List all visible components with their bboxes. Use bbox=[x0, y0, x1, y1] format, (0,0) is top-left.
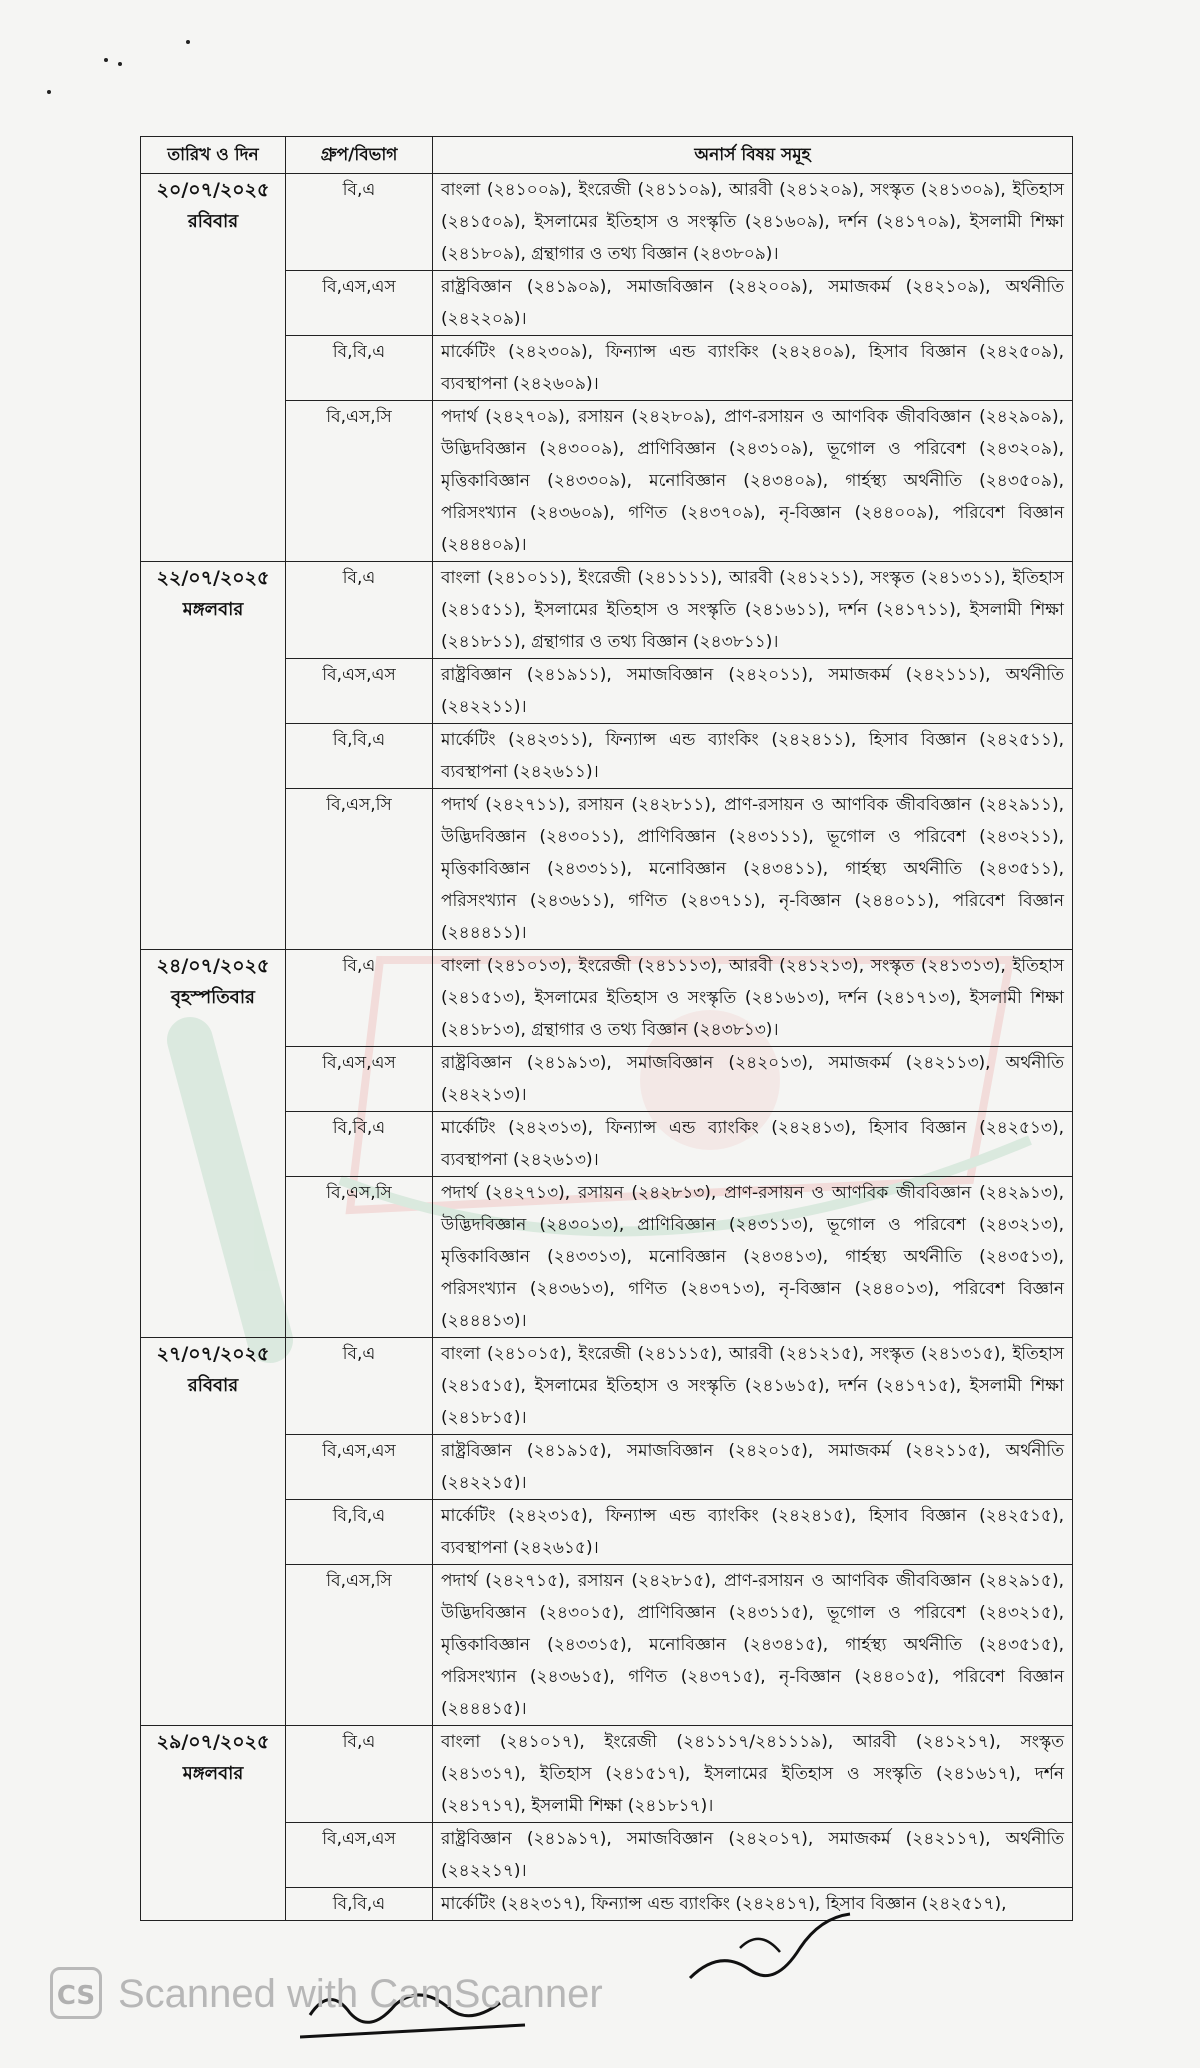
table-row bbox=[141, 174, 1073, 271]
header-date-day: তারিখ ও দিন bbox=[141, 137, 286, 174]
subjects-cell: বাংলা (২৪১০১৭), ইংরেজী (২৪১১১৭/২৪১১১৯), আরবী (২৪১২১৭), সংস্কৃত (২৪১৩১৭), ইতিহাস (২৪১৫১৭), ইসলামের ইতিহাস ও সংস্কৃতি (২৪১৬১৭), দর্শন (২৪১৭১৭), ইসলামী শিক্ষা (২৪১৮১৭)। bbox=[433, 1726, 1073, 1823]
exam-date: ২৯/০৭/২০২৫ bbox=[156, 1731, 270, 1753]
exam-date: ২২/০৭/২০২৫ bbox=[156, 567, 270, 589]
subjects-cell: রাষ্ট্রবিজ্ঞান (২৪১৯১৩), সমাজবিজ্ঞান (২৪২০১৩), সমাজকর্ম (২৪২১১৩), অর্থনীতি (২৪২২১৩)। bbox=[433, 1047, 1073, 1112]
group-cell: বি,এস,সি bbox=[286, 401, 433, 562]
subjects-cell: বাংলা (২৪১০০৯), ইংরেজী (২৪১১০৯), আরবী (২৪১২০৯), সংস্কৃত (২৪১৩০৯), ইতিহাস (২৪১৫০৯), ইসলামের ইতিহাস ও সংস্কৃতি (২৪১৬০৯), দর্শন (২৪১৭০৯), ইসলামী শিক্ষা (২৪১৮০৯), গ্রন্থাগার ও তথ্য বিজ্ঞান (২৪৩৮০৯)। bbox=[433, 174, 1073, 271]
subjects-cell: রাষ্ট্রবিজ্ঞান (২৪১৯১১), সমাজবিজ্ঞান (২৪২০১১), সমাজকর্ম (২৪২১১১), অর্থনীতি (২৪২২১১)। bbox=[433, 659, 1073, 724]
group-cell: বি,বি,এ bbox=[286, 1500, 433, 1565]
exam-schedule-table bbox=[140, 136, 1073, 1921]
exam-weekday: রবিবার bbox=[187, 1375, 239, 1396]
date-cell bbox=[141, 174, 286, 562]
group-cell: বি,এস,সি bbox=[286, 1565, 433, 1726]
exam-weekday: রবিবার bbox=[187, 211, 239, 232]
subjects-cell: পদার্থ (২৪২৭১৩), রসায়ন (২৪২৮১৩), প্রাণ-রসায়ন ও আণবিক জীববিজ্ঞান (২৪২৯১৩), উদ্ভিদবিজ্ঞান (২৪৩০১৩), প্রাণিবিজ্ঞান (২৪৩১১৩), ভূগোল ও পরিবেশ (২৪৩২১৩), মৃত্তিকাবিজ্ঞান (২৪৩৩১৩), মনোবিজ্ঞান (২৪৩৪১৩), গার্হস্থ্য অর্থনীতি (২৪৩৫১৩), পরিসংখ্যান (২৪৩৬১৩), গণিত (২৪৩৭১৩), নৃ-বিজ্ঞান (২৪৪০১৩), পরিবেশ বিজ্ঞান (২৪৪৪১৩)। bbox=[433, 1177, 1073, 1338]
exam-weekday: মঙ্গলবার bbox=[182, 599, 244, 620]
group-cell: বি,এস,এস bbox=[286, 1047, 433, 1112]
header-group: গ্রুপ/বিভাগ bbox=[286, 137, 433, 174]
camscanner-logo: CS bbox=[50, 1967, 102, 2019]
group-cell: বি,এ bbox=[286, 1338, 433, 1435]
subjects-cell: বাংলা (২৪১০১৫), ইংরেজী (২৪১১১৫), আরবী (২৪১২১৫), সংস্কৃত (২৪১৩১৫), ইতিহাস (২৪১৫১৫), ইসলামের ইতিহাস ও সংস্কৃতি (২৪১৬১৫), দর্শন (২৪১৭১৫), ইসলামী শিক্ষা (২৪১৮১৫)। bbox=[433, 1338, 1073, 1435]
group-cell: বি,এ bbox=[286, 1726, 433, 1823]
group-cell: বি,এ bbox=[286, 950, 433, 1047]
group-cell: বি,এস,এস bbox=[286, 1435, 433, 1500]
group-cell: বি,এ bbox=[286, 174, 433, 271]
subjects-cell: মার্কেটিং (২৪২৩১৭), ফিন্যান্স এন্ড ব্যাংকিং (২৪২৪১৭), হিসাব বিজ্ঞান (২৪২৫১৭), bbox=[433, 1888, 1073, 1921]
header-subjects: অনার্স বিষয় সমূহ bbox=[433, 137, 1073, 174]
subjects-cell: পদার্থ (২৪২৭০৯), রসায়ন (২৪২৮০৯), প্রাণ-রসায়ন ও আণবিক জীববিজ্ঞান (২৪২৯০৯), উদ্ভিদবিজ্ঞান (২৪৩০০৯), প্রাণিবিজ্ঞান (২৪৩১০৯), ভূগোল ও পরিবেশ (২৪৩২০৯), মৃত্তিকাবিজ্ঞান (২৪৩৩০৯), মনোবিজ্ঞান (২৪৩৪০৯), গার্হস্থ্য অর্থনীতি (২৪৩৫০৯), পরিসংখ্যান (২৪৩৬০৯), গণিত (২৪৩৭০৯), নৃ-বিজ্ঞান (২৪৪০০৯), পরিবেশ বিজ্ঞান (২৪৪৪০৯)। bbox=[433, 401, 1073, 562]
subjects-cell: রাষ্ট্রবিজ্ঞান (২৪১৯১৫), সমাজবিজ্ঞান (২৪২০১৫), সমাজকর্ম (২৪২১১৫), অর্থনীতি (২৪২২১৫)। bbox=[433, 1435, 1073, 1500]
subjects-cell: মার্কেটিং (২৪২৩১৩), ফিন্যান্স এন্ড ব্যাংকিং (২৪২৪১৩), হিসাব বিজ্ঞান (২৪২৫১৩), ব্যবস্থাপনা (২৪২৬১৩)। bbox=[433, 1112, 1073, 1177]
table-header-row bbox=[141, 137, 1073, 174]
subjects-cell: মার্কেটিং (২৪২৩০৯), ফিন্যান্স এন্ড ব্যাংকিং (২৪২৪০৯), হিসাব বিজ্ঞান (২৪২৫০৯), ব্যবস্থাপনা (২৪২৬০৯)। bbox=[433, 336, 1073, 401]
subjects-cell: রাষ্ট্রবিজ্ঞান (২৪১৯১৭), সমাজবিজ্ঞান (২৪২০১৭), সমাজকর্ম (২৪২১১৭), অর্থনীতি (২৪২২১৭)। bbox=[433, 1823, 1073, 1888]
group-cell: বি,এস,সি bbox=[286, 1177, 433, 1338]
table-row bbox=[141, 1338, 1073, 1435]
group-cell: বি,এ bbox=[286, 562, 433, 659]
subjects-cell: পদার্থ (২৪২৭১৫), রসায়ন (২৪২৮১৫), প্রাণ-রসায়ন ও আণবিক জীববিজ্ঞান (২৪২৯১৫), উদ্ভিদবিজ্ঞান (২৪৩০১৫), প্রাণিবিজ্ঞান (২৪৩১১৫), ভূগোল ও পরিবেশ (২৪৩২১৫), মৃত্তিকাবিজ্ঞান (২৪৩৩১৫), মনোবিজ্ঞান (২৪৩৪১৫), গার্হস্থ্য অর্থনীতি (২৪৩৫১৫), পরিসংখ্যান (২৪৩৬১৫), গণিত (২৪৩৭১৫), নৃ-বিজ্ঞান (২৪৪০১৫), পরিবেশ বিজ্ঞান (২৪৪৪১৫)। bbox=[433, 1565, 1073, 1726]
group-cell: বি,বি,এ bbox=[286, 724, 433, 789]
table-row bbox=[141, 950, 1073, 1047]
group-cell: বি,এস,সি bbox=[286, 789, 433, 950]
group-cell: বি,বি,এ bbox=[286, 1112, 433, 1177]
group-cell: বি,বি,এ bbox=[286, 1888, 433, 1921]
exam-weekday: বৃহস্পতিবার bbox=[171, 987, 255, 1008]
camscanner-text: Scanned with CamScanner bbox=[118, 1972, 603, 2016]
date-cell bbox=[141, 1338, 286, 1726]
group-cell: বি,এস,এস bbox=[286, 1823, 433, 1888]
exam-date: ২৭/০৭/২০২৫ bbox=[156, 1343, 270, 1365]
subjects-cell: মার্কেটিং (২৪২৩১৫), ফিন্যান্স এন্ড ব্যাংকিং (২৪২৪১৫), হিসাব বিজ্ঞান (২৪২৫১৫), ব্যবস্থাপনা (২৪২৬১৫)। bbox=[433, 1500, 1073, 1565]
table-row bbox=[141, 1726, 1073, 1823]
exam-date: ২৪/০৭/২০২৫ bbox=[156, 955, 270, 977]
table-row bbox=[141, 562, 1073, 659]
group-cell: বি,বি,এ bbox=[286, 336, 433, 401]
signature-right bbox=[680, 1908, 860, 1998]
date-cell bbox=[141, 562, 286, 950]
exam-date: ২০/০৭/২০২৫ bbox=[156, 179, 270, 201]
exam-weekday: মঙ্গলবার bbox=[182, 1763, 244, 1784]
date-cell bbox=[141, 1726, 286, 1921]
subjects-cell: বাংলা (২৪১০১৩), ইংরেজী (২৪১১১৩), আরবী (২৪১২১৩), সংস্কৃত (২৪১৩১৩), ইতিহাস (২৪১৫১৩), ইসলামের ইতিহাস ও সংস্কৃতি (২৪১৬১৩), দর্শন (২৪১৭১৩), ইসলামী শিক্ষা (২৪১৮১৩), গ্রন্থাগার ও তথ্য বিজ্ঞান (২৪৩৮১৩)। bbox=[433, 950, 1073, 1047]
date-cell bbox=[141, 950, 286, 1338]
subjects-cell: পদার্থ (২৪২৭১১), রসায়ন (২৪২৮১১), প্রাণ-রসায়ন ও আণবিক জীববিজ্ঞান (২৪২৯১১), উদ্ভিদবিজ্ঞান (২৪৩০১১), প্রাণিবিজ্ঞান (২৪৩১১১), ভূগোল ও পরিবেশ (২৪৩২১১), মৃত্তিকাবিজ্ঞান (২৪৩৩১১), মনোবিজ্ঞান (২৪৩৪১১), গার্হস্থ্য অর্থনীতি (২৪৩৫১১), পরিসংখ্যান (২৪৩৬১১), গণিত (২৪৩৭১১), নৃ-বিজ্ঞান (২৪৪০১১), পরিবেশ বিজ্ঞান (২৪৪৪১১)। bbox=[433, 789, 1073, 950]
subjects-cell: বাংলা (২৪১০১১), ইংরেজী (২৪১১১১), আরবী (২৪১২১১), সংস্কৃত (২৪১৩১১), ইতিহাস (২৪১৫১১), ইসলামের ইতিহাস ও সংস্কৃতি (২৪১৬১১), দর্শন (২৪১৭১১), ইসলামী শিক্ষা (২৪১৮১১), গ্রন্থাগার ও তথ্য বিজ্ঞান (২৪৩৮১১)। bbox=[433, 562, 1073, 659]
subjects-cell: রাষ্ট্রবিজ্ঞান (২৪১৯০৯), সমাজবিজ্ঞান (২৪২০০৯), সমাজকর্ম (২৪২১০৯), অর্থনীতি (২৪২২০৯)। bbox=[433, 271, 1073, 336]
group-cell: বি,এস,এস bbox=[286, 271, 433, 336]
subjects-cell: মার্কেটিং (২৪২৩১১), ফিন্যান্স এন্ড ব্যাংকিং (২৪২৪১১), হিসাব বিজ্ঞান (২৪২৫১১), ব্যবস্থাপনা (২৪২৬১১)। bbox=[433, 724, 1073, 789]
group-cell: বি,এস,এস bbox=[286, 659, 433, 724]
